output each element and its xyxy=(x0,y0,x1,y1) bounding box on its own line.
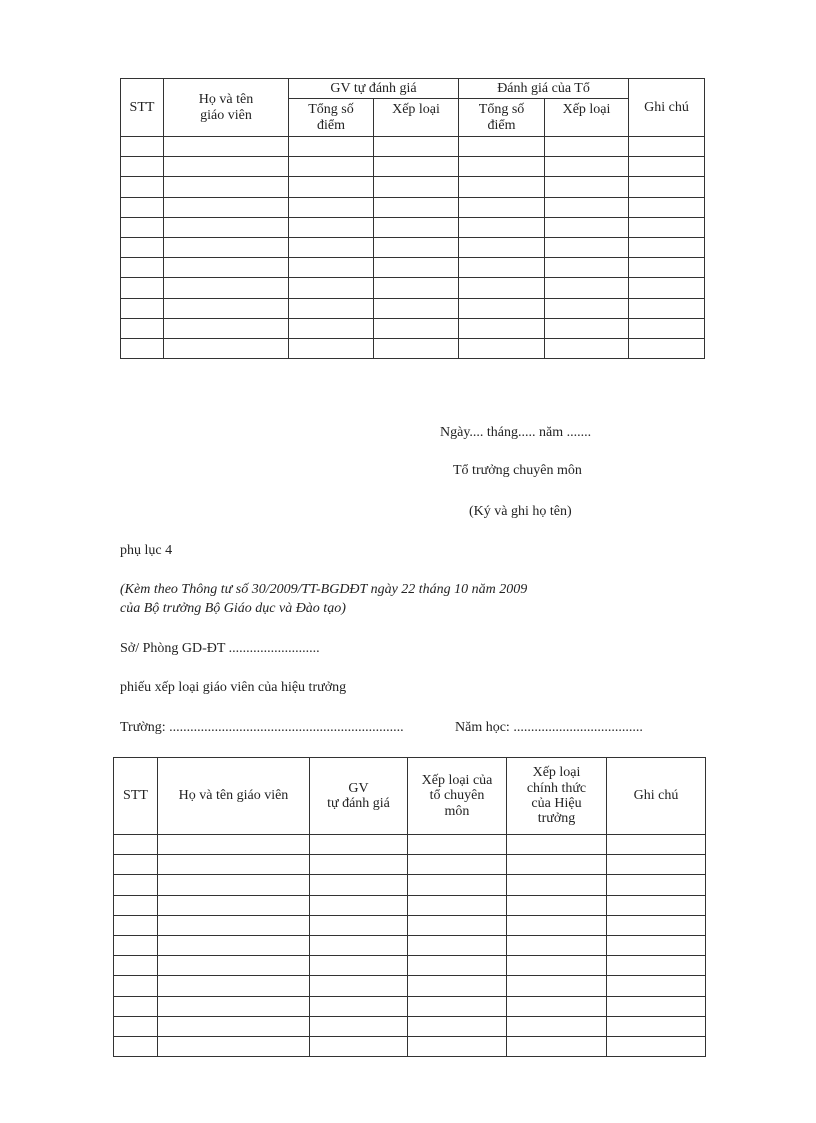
table-cell xyxy=(459,318,545,338)
table-cell xyxy=(164,298,289,318)
header-self-eval: GV tự đánh giá xyxy=(310,758,408,835)
table-cell xyxy=(289,298,374,318)
table-row xyxy=(114,835,706,855)
header-stt: STT xyxy=(121,79,164,137)
table-cell xyxy=(114,956,158,976)
table-cell xyxy=(374,237,459,257)
table-cell xyxy=(121,137,164,157)
appendix-title: phụ lục 4 xyxy=(120,543,173,558)
table-cell xyxy=(408,915,507,935)
header-note: Ghi chú xyxy=(629,79,705,137)
table-cell xyxy=(374,338,459,358)
table-cell xyxy=(114,895,158,915)
table-cell xyxy=(507,875,607,895)
school-line: Trường: ................................................................... xyxy=(120,720,404,735)
table-cell xyxy=(121,197,164,217)
table-cell xyxy=(607,875,706,895)
table-cell xyxy=(114,915,158,935)
signature-instruction: (Ký và ghi họ tên) xyxy=(469,504,572,519)
table-cell xyxy=(408,1036,507,1056)
table-cell xyxy=(164,217,289,237)
table-cell xyxy=(121,177,164,197)
form-title: phiếu xếp loại giáo viên của hiệu trưởng xyxy=(120,680,347,695)
table-row xyxy=(114,935,706,955)
table-cell xyxy=(158,915,310,935)
table-cell xyxy=(114,835,158,855)
team-evaluation-table xyxy=(120,78,705,359)
header-group-team: Đánh giá của Tổ xyxy=(459,79,629,99)
table-cell xyxy=(114,1016,158,1036)
table-cell xyxy=(121,298,164,318)
table-cell xyxy=(289,217,374,237)
table-cell xyxy=(408,935,507,955)
table-cell xyxy=(374,137,459,157)
header-name: Họ và tên giáo viên xyxy=(164,79,289,137)
table-row xyxy=(121,137,705,157)
header-stt: STT xyxy=(114,758,158,835)
table-cell xyxy=(310,1036,408,1056)
reference-line-2: của Bộ trưởng Bộ Giáo dục và Đào tạo) xyxy=(120,601,346,616)
table-cell xyxy=(310,976,408,996)
table-cell xyxy=(507,915,607,935)
table-cell xyxy=(629,258,705,278)
table-cell xyxy=(629,157,705,177)
table-cell xyxy=(114,1036,158,1056)
table-row xyxy=(121,197,705,217)
table-cell xyxy=(459,157,545,177)
table-cell xyxy=(607,1036,706,1056)
table-cell xyxy=(164,197,289,217)
table-cell xyxy=(459,137,545,157)
table-cell xyxy=(507,855,607,875)
table-cell xyxy=(374,258,459,278)
table-cell xyxy=(158,1016,310,1036)
table-cell xyxy=(459,177,545,197)
table-cell xyxy=(408,895,507,915)
table-row xyxy=(121,258,705,278)
table-cell xyxy=(289,318,374,338)
table-row xyxy=(121,177,705,197)
table-cell xyxy=(310,915,408,935)
table-cell xyxy=(459,338,545,358)
header-group-self: GV tự đánh giá xyxy=(289,79,459,99)
table-cell xyxy=(607,1016,706,1036)
header-name: Họ và tên giáo viên xyxy=(158,758,310,835)
table-cell xyxy=(164,237,289,257)
table-cell xyxy=(374,197,459,217)
table-cell xyxy=(545,298,629,318)
table-cell xyxy=(629,137,705,157)
reference-line-1: (Kèm theo Thông tư số 30/2009/TT-BGDĐT ngày 22 tháng 10 năm 2009 xyxy=(120,582,528,597)
table-cell xyxy=(289,237,374,257)
table-cell xyxy=(408,1016,507,1036)
table-cell xyxy=(164,157,289,177)
table-cell xyxy=(374,278,459,298)
table-cell xyxy=(545,278,629,298)
table-cell xyxy=(121,318,164,338)
table-cell xyxy=(374,177,459,197)
table-row xyxy=(121,318,705,338)
header-team-rank: Xếp loại xyxy=(545,99,629,137)
table-cell xyxy=(607,976,706,996)
table-row xyxy=(121,278,705,298)
table-cell xyxy=(374,318,459,338)
table-row xyxy=(121,217,705,237)
table-cell xyxy=(158,935,310,955)
table-cell xyxy=(545,237,629,257)
table-cell xyxy=(408,835,507,855)
table-cell xyxy=(607,935,706,955)
table-cell xyxy=(607,956,706,976)
table-row xyxy=(121,237,705,257)
table-cell xyxy=(629,217,705,237)
principal-evaluation-table xyxy=(113,757,706,1057)
table-cell xyxy=(607,895,706,915)
table-row xyxy=(114,996,706,1016)
table-cell xyxy=(408,855,507,875)
table-cell xyxy=(459,278,545,298)
table-cell xyxy=(507,956,607,976)
table-cell xyxy=(121,338,164,358)
table-row xyxy=(114,1036,706,1056)
table-cell xyxy=(607,915,706,935)
table-cell xyxy=(289,177,374,197)
table-row xyxy=(114,1016,706,1036)
table-cell xyxy=(507,996,607,1016)
table-cell xyxy=(310,996,408,1016)
table-cell xyxy=(164,177,289,197)
table-row xyxy=(114,855,706,875)
header-official-rank: Xếp loại chính thức của Hiệu trưởng xyxy=(507,758,607,835)
table-cell xyxy=(408,996,507,1016)
table-cell xyxy=(121,278,164,298)
table-cell xyxy=(310,855,408,875)
table-row xyxy=(114,956,706,976)
table-cell xyxy=(158,835,310,855)
table-cell xyxy=(408,875,507,895)
table-row xyxy=(114,976,706,996)
table-cell xyxy=(164,278,289,298)
table-cell xyxy=(289,258,374,278)
table-cell xyxy=(629,177,705,197)
table-cell xyxy=(158,996,310,1016)
table-cell xyxy=(507,1036,607,1056)
table-cell xyxy=(507,976,607,996)
table-cell xyxy=(545,177,629,197)
table-cell xyxy=(164,258,289,278)
table-cell xyxy=(310,956,408,976)
table-cell xyxy=(507,835,607,855)
table-cell xyxy=(158,875,310,895)
school-year-line: Năm học: ..................................... xyxy=(455,720,643,735)
table-cell xyxy=(310,1016,408,1036)
table-cell xyxy=(114,996,158,1016)
table-cell xyxy=(629,197,705,217)
table-cell xyxy=(459,197,545,217)
table-cell xyxy=(545,338,629,358)
table-cell xyxy=(164,137,289,157)
table-cell xyxy=(408,976,507,996)
table-cell xyxy=(121,217,164,237)
table-row xyxy=(121,298,705,318)
table-cell xyxy=(164,338,289,358)
table-cell xyxy=(607,996,706,1016)
table-row xyxy=(121,338,705,358)
table-cell xyxy=(310,835,408,855)
table-cell xyxy=(121,258,164,278)
table-cell xyxy=(459,237,545,257)
table-cell xyxy=(507,895,607,915)
table-cell xyxy=(289,197,374,217)
table-cell xyxy=(289,137,374,157)
team-evaluation-rows xyxy=(121,137,705,359)
table-cell xyxy=(289,338,374,358)
table-cell xyxy=(607,855,706,875)
table-row xyxy=(121,157,705,177)
principal-evaluation-rows xyxy=(114,835,706,1057)
header-team-total-score: Tổng số điểm xyxy=(459,99,545,137)
table-cell xyxy=(158,976,310,996)
table-cell xyxy=(507,1016,607,1036)
table-cell xyxy=(629,278,705,298)
table-cell xyxy=(114,855,158,875)
table-cell xyxy=(114,875,158,895)
table-cell xyxy=(408,956,507,976)
table-cell xyxy=(545,258,629,278)
table-cell xyxy=(310,935,408,955)
table-cell xyxy=(545,157,629,177)
table-cell xyxy=(158,855,310,875)
header-self-total-score: Tổng số điểm xyxy=(289,99,374,137)
table-cell xyxy=(121,237,164,257)
table-row xyxy=(114,875,706,895)
table-cell xyxy=(545,137,629,157)
table-cell xyxy=(164,318,289,338)
table-cell xyxy=(629,338,705,358)
department-line: Sở/ Phòng GD-ĐT .......................... xyxy=(120,641,320,656)
header-team-eval: Xếp loại của tổ chuyên môn xyxy=(408,758,507,835)
table-cell xyxy=(158,1036,310,1056)
table-cell xyxy=(545,318,629,338)
table-cell xyxy=(374,217,459,237)
table-cell xyxy=(629,237,705,257)
header-self-rank: Xếp loại xyxy=(374,99,459,137)
table-cell xyxy=(507,935,607,955)
header-note: Ghi chú xyxy=(607,758,706,835)
table-row xyxy=(114,895,706,915)
table-cell xyxy=(114,935,158,955)
table-cell xyxy=(545,197,629,217)
table-cell xyxy=(310,875,408,895)
table-cell xyxy=(607,835,706,855)
signature-title: Tổ trưởng chuyên môn xyxy=(453,463,582,478)
table-row xyxy=(114,915,706,935)
table-cell xyxy=(158,956,310,976)
date-line: Ngày.... tháng..... năm ....... xyxy=(440,425,592,440)
table-cell xyxy=(121,157,164,177)
table-cell xyxy=(629,318,705,338)
table-cell xyxy=(459,217,545,237)
table-cell xyxy=(374,298,459,318)
table-cell xyxy=(289,278,374,298)
table-cell xyxy=(289,157,374,177)
table-cell xyxy=(545,217,629,237)
table-cell xyxy=(114,976,158,996)
table-cell xyxy=(459,258,545,278)
table-cell xyxy=(459,298,545,318)
table-cell xyxy=(310,895,408,915)
table-cell xyxy=(374,157,459,177)
table-cell xyxy=(158,895,310,915)
table-cell xyxy=(629,298,705,318)
